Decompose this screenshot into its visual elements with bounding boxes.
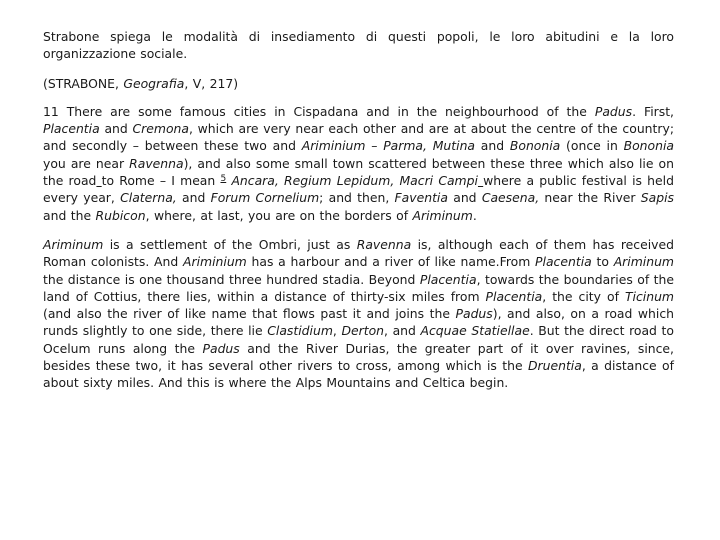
italic-name: Padus [202,340,240,356]
spacer [43,224,674,236]
italic-name: Caesena, [481,190,540,206]
italic-name: Ariminum [613,254,674,270]
italic-name: Cremona [132,121,189,137]
citation [43,75,674,92]
text-run: (and also the river of like name that flows past it and joins the [43,306,456,322]
intro-paragraph: Strabone spiega le modalità di insediamento di questi popoli, le loro abitudini e la loro organizzazione sociale. [43,29,674,62]
text-run: ; and then, [319,190,395,206]
text-run: the distance is one thousand three hundred stadia. Beyond [43,271,420,287]
text-run: . First, [632,103,674,119]
paragraph-cispadana-cities [43,103,674,224]
citation-reference: , V, 217) [184,75,239,91]
document-page [43,28,674,392]
italic-name: Padus [594,103,633,119]
text-run: , [332,323,342,339]
text-run: and [475,138,510,154]
text-run: – [365,138,384,154]
text-run: 11 There are some famous cities in Cispadana and in the neighbourhood of the [43,103,595,119]
italic-name: Faventia [394,190,448,206]
italic-name: Ariminium [301,138,366,154]
text-run: and the River Durias, the greater part of it over ravines, since, besides these two, it has several other rivers to cross, among which is the [43,340,674,374]
text-run: and [99,121,133,137]
citation-work-title: Geografia [123,75,185,91]
italic-name: Clastidium [267,323,333,339]
text-run: , the city of [542,288,625,304]
italic-name: Bononia [509,138,561,154]
spacer [43,92,674,103]
italic-name: Rubicon [95,207,146,223]
text-run: to Rome – I mean [101,173,221,189]
italic-name: Bononia [623,138,674,154]
text-run: , which are very near each other and are at about the centre of the country; and secondly – between these two and [43,121,674,154]
citation-open: (STRABONE, [43,75,124,91]
text-run: is a settlement of the Ombri, just as [103,236,357,252]
text-run: and [447,190,482,206]
italic-name: Placentia [419,271,477,287]
text-run: near the River [539,190,641,206]
italic-name: Ariminium [183,254,247,270]
italic-name: Placentia [43,121,100,137]
footnote-marker: 5 [220,174,227,185]
text-run: , where, at last, you are on the borders of [145,207,413,223]
italic-name: Ancara, Regium Lepidum, Macri Campi [231,173,478,189]
text-run: you are near [43,155,130,171]
italic-name: Forum Cornelium [210,190,320,206]
italic-name: Ticinum [624,288,674,304]
italic-name: Ravenna [356,236,412,252]
italic-name: Derton [341,323,385,339]
text-run: where a public festival is held every year, [43,173,674,206]
text-run: , towards the boundaries of the land of Cottius, there lies, within a distance of thirty-six miles from [43,271,674,304]
text-run: and [176,190,211,206]
text-run: is, although each of them has received Roman colonists. And [43,236,674,270]
italic-name: Ariminum [43,236,104,252]
italic-name: Claterna, [120,190,177,206]
text-run: . [472,207,477,223]
paragraph-ariminum [43,236,674,392]
italic-name: Placentia [485,288,543,304]
text-run: (once in [560,138,624,154]
italic-name: Acquae Statiellae [420,323,530,339]
spacer [43,63,674,75]
text-run: and the [43,207,96,223]
text-run: . But the direct road to Ocelum runs along the [43,323,674,356]
text-run: ), and also some small town scattered between these three which also lie on the road [43,155,674,189]
italic-name: Ravenna [129,155,184,171]
text-run: , and [384,323,421,339]
text-run: has a harbour and a river of like name.From [246,254,536,270]
text-run: , a distance of about sixty miles. And this is where the Alps Mountains and Celtica begin. [43,358,675,391]
italic-name: Sapis [640,190,674,206]
italic-name: Padus [455,306,493,322]
italic-name: Ariminum [412,207,473,223]
italic-name: Placentia [535,254,592,270]
italic-name: Druentia [527,358,582,374]
italic-name: Parma, Mutina [383,138,476,154]
text-run: to [591,254,614,270]
text-run: ), and also, on a road which runds slightly to one side, there lie [43,306,674,339]
